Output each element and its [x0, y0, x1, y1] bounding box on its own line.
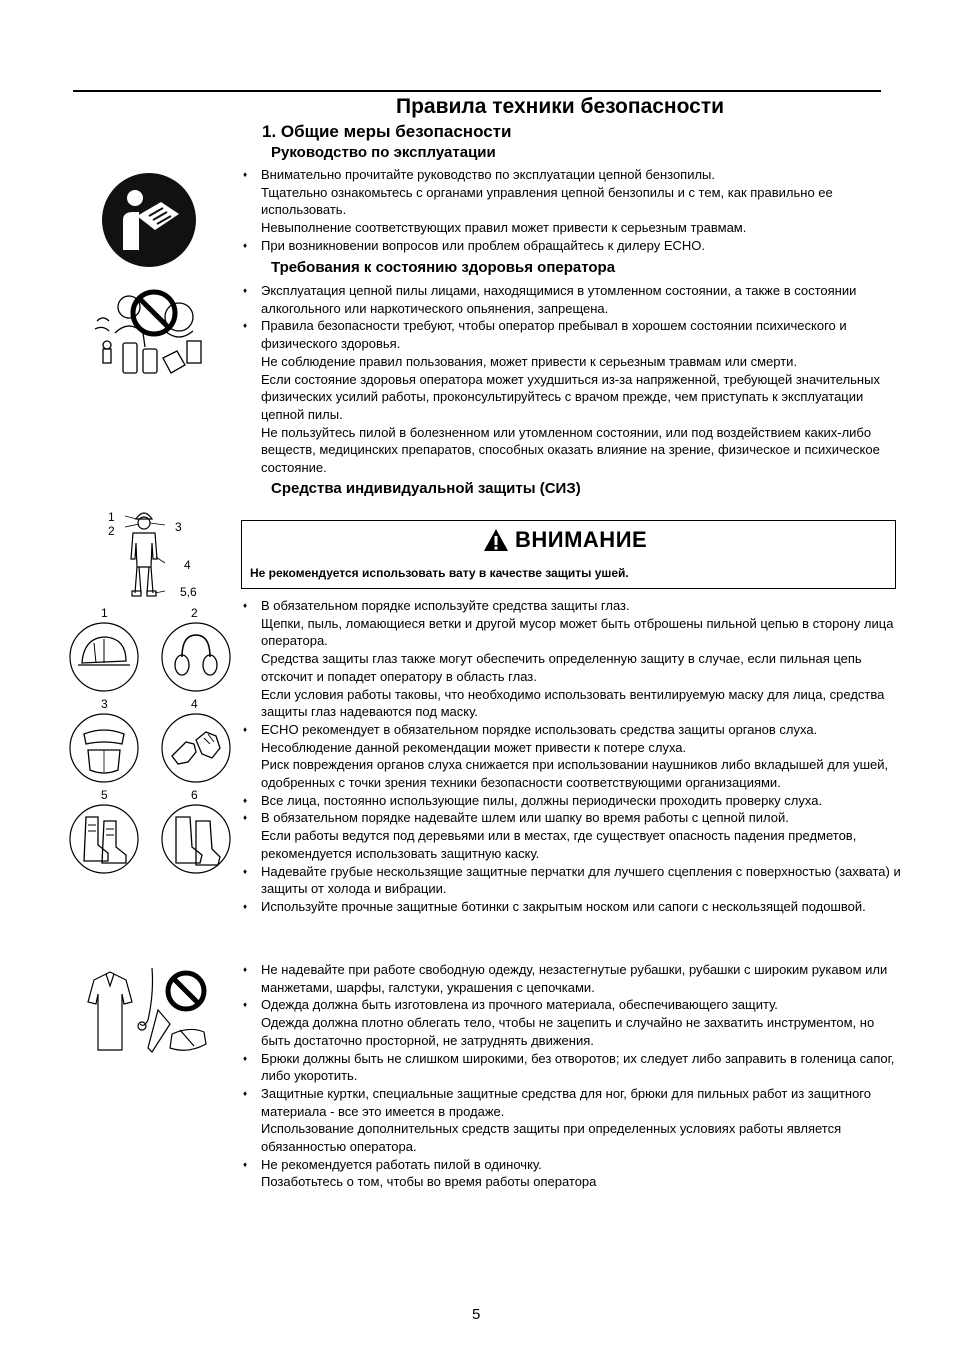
bullet-paragraph: Если работы ведутся под деревьями или в местах, где существует опасность падения предметов, рекомендуется использовать защитную каску. [261, 828, 857, 861]
icon-label-3: 3 [101, 697, 108, 711]
operator-ppe-figure [125, 507, 165, 599]
no-alcohol-fatigue-icon [93, 283, 213, 378]
icon-label-1: 1 [101, 606, 108, 620]
ppe-heading: Средства индивидуальной защиты (СИЗ) [271, 480, 581, 497]
bullet-paragraph: Одежда должна плотно облегать тело, чтобы не зацепить и случайно не захватить инструментом, но быть достаточно просторной, не затруднять движения. [261, 1015, 875, 1048]
bullet-item [241, 282, 901, 317]
icon-label-5: 5 [101, 788, 108, 802]
top-rule [73, 90, 881, 92]
icon-label-4: 4 [191, 697, 198, 711]
gloves-icon [160, 712, 232, 784]
goggles-face-shield-icon [68, 712, 140, 784]
helmet-icon [68, 621, 140, 693]
health-heading: Требования к состоянию здоровья оператора [271, 259, 616, 276]
bullet-paragraph: ♦ Эксплуатация цепной пилы лицами, находящимися в утомленном состоянии, а также в состоянии алкогольного или наркотического опьянения, запрещена. [261, 283, 857, 316]
page-title: Правила техники безопасности [396, 95, 725, 118]
health-list [241, 282, 901, 477]
bullet-paragraph: ♦ Не надевайте при работе свободную одежду, незастегнутые рубашки, рубашки с широким рукавом или манжетами, шарфы, галстуки, украшения с цепочками. [261, 962, 888, 995]
figure-label-2: 2 [108, 524, 115, 538]
bullet-paragraph: Позаботьтесь о том, чтобы во время работы оператора [261, 1174, 597, 1190]
figure-label-4: 4 [184, 558, 191, 572]
figure-label-1: 1 [108, 510, 115, 524]
warning-title: ВНИМАНИЕ [515, 527, 648, 552]
bullet-paragraph: Несоблюдение данной рекомендации может привести к потере слуха. [261, 739, 687, 755]
warning-header [483, 527, 647, 553]
icon-label-2: 2 [191, 606, 198, 620]
manual-heading: Руководство по эксплуатации [271, 144, 496, 161]
bullet-item [241, 237, 901, 255]
bullet-paragraph: Средства защиты глаз также могут обеспечить определенную защиту в случае, если пильная цепь отскочит и попадет оператору в область глаз. [261, 651, 862, 684]
bullet-paragraph: ♦ Не рекомендуется работать пилой в одиночку. [261, 1156, 542, 1172]
icon-label-6: 6 [191, 788, 198, 802]
bullet-paragraph: Не соблюдение правил пользования, может привести к серьезным травмам или смерти. [261, 353, 798, 369]
no-loose-clothing-icon [80, 964, 212, 1060]
bullet-item [241, 1156, 901, 1191]
figure-label-5-6: 5,6 [180, 585, 197, 599]
bullet-paragraph: ♦ Одежда должна быть изготовлена из прочного материала, обеспечивающего защиту. [261, 997, 778, 1013]
rubber-boots-icon [160, 803, 232, 875]
bullet-paragraph: ♦ При возникновении вопросов или проблем обращайтесь к дилеру ECHO. [261, 237, 705, 253]
bullet-item [241, 317, 901, 476]
bullet-paragraph: ♦ Все лица, постоянно использующие пилы, должны периодически проходить проверку слуха. [261, 792, 823, 808]
bullet-paragraph: Если состояние здоровья оператора может ухудшиться из-за напряженной, требующей значительных физических усилий работы, проконсультируйтесь с врачом прежде, чем приступать к эксплуатации цепной пилы. [261, 371, 880, 422]
bullet-paragraph: Использование дополнительных средств защиты при определенных условиях работы является обязанностью оператора. [261, 1121, 842, 1155]
bullet-paragraph: Невыполнение соответствующих правил может привести к серьезным травмам. [261, 220, 747, 236]
warning-text: Не рекомендуется использовать вату в качестве защиты ушей. [250, 566, 629, 580]
bullet-paragraph: ♦ Надевайте грубые нескользящие защитные перчатки для лучшего сцепления с поверхностью (захвата) и защиты от холода и вибрации. [261, 863, 901, 897]
bullet-paragraph: ♦ Внимательно прочитайте руководство по эксплуатации цепной бензопилы. [261, 167, 716, 182]
read-manual-icon [101, 172, 197, 268]
bullet-item [241, 166, 901, 237]
bullet-item [241, 597, 901, 721]
figure-label-3: 3 [175, 520, 182, 534]
bullet-item [241, 809, 901, 862]
bullet-paragraph: ♦ Брюки должны быть не слишком широкими, без отворотов; их следует либо заправить в голеница сапог, либо укоротить. [261, 1050, 895, 1084]
safety-boots-icon [68, 803, 140, 875]
bullet-paragraph: Щепки, пыль, ломающиеся ветки и другой мусор может быть отброшены пильной цепью в сторону лица оператора. [261, 615, 894, 649]
bullet-paragraph: ♦ В обязательном порядке надевайте шлем или шапку во время работы с цепной пилой. [261, 810, 789, 826]
warning-box [241, 520, 896, 589]
bullet-paragraph: ♦ ECHO рекомендует в обязательном порядке использовать средства защиты органов слуха. [261, 721, 818, 737]
bullet-paragraph: Тщательно ознакомьтесь с органами управления цепной бензопилы и с тем, как правильно ее использовать. [261, 184, 833, 218]
ear-muffs-icon [160, 621, 232, 693]
bullet-item [241, 996, 901, 1049]
bullet-paragraph: ♦ Защитные куртки, специальные защитные средства для ног, брюки для пильных работ из защитного материала - все это имеется в продаже. [261, 1085, 871, 1119]
manual-list [241, 166, 901, 255]
bullet-item [241, 1085, 901, 1156]
clothing-list [241, 961, 901, 1191]
bullet-paragraph: ♦ Правила безопасности требуют, чтобы оператор пребывал в хорошем состоянии психического и физического здоровья. [261, 318, 847, 352]
bullet-item [241, 721, 901, 792]
bullet-item [241, 863, 901, 898]
bullet-paragraph: ♦ Используйте прочные защитные ботинки с закрытым носком или сапоги с нескользящей подошвой. [261, 898, 866, 914]
bullet-paragraph: Риск повреждения органов слуха снижается при использовании наушников либо вкладышей для ушей, одобренных с точки зрения техники безопасности соответствующими организациями. [261, 757, 889, 791]
section-title: 1. Общие меры безопасности [262, 122, 512, 141]
bullet-paragraph: ♦ В обязательном порядке используйте средства защиты глаз. [261, 598, 630, 613]
warning-triangle-icon [483, 528, 509, 552]
bullet-item [241, 792, 901, 810]
bullet-paragraph: Не пользуйтесь пилой в болезненном или утомленном состоянии, или под воздействием каких-либо веществ, медицинских препаратов, способных оказать влияние на зрение, физическое и психическое состояние. [261, 424, 880, 476]
page-number: 5 [472, 1306, 481, 1323]
ppe-list [241, 597, 901, 916]
bullet-paragraph: Если условия работы таковы, что необходимо использовать вентилируемую маску для лица, средства защиты глаз надеваются под маску. [261, 686, 885, 720]
bullet-item [241, 961, 901, 996]
bullet-item [241, 898, 901, 916]
bullet-item [241, 1050, 901, 1085]
